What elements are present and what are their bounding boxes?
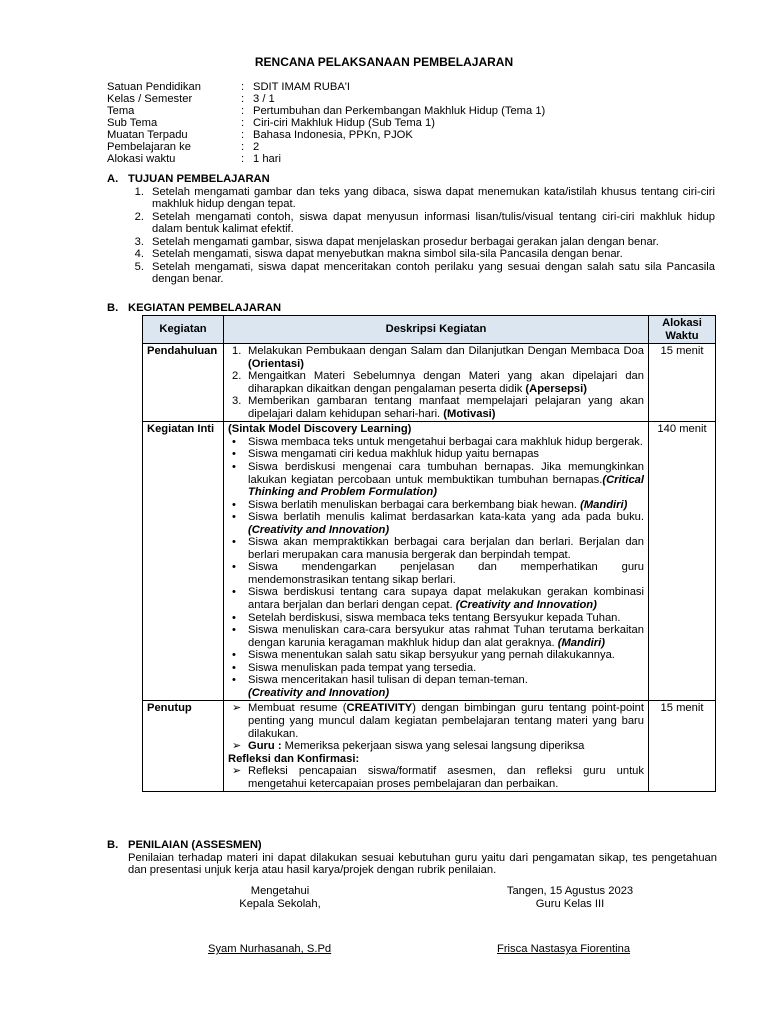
bullet-icon: • bbox=[232, 611, 236, 624]
info-row bbox=[107, 93, 545, 105]
sign-place-date: Tangen, 15 Agustus 2023 bbox=[506, 885, 634, 897]
item-body bbox=[248, 674, 644, 687]
item-text: Siswa berdiskusi mengenai cara tumbuhan bernapas. Jika memungkinkan lakukan kegiatan percobaan untuk membuktikan tumbuhan bernapas. bbox=[248, 461, 644, 486]
sign-role: Guru Kelas III bbox=[535, 897, 605, 910]
bullet-icon: • bbox=[232, 498, 236, 511]
table-header-row bbox=[143, 316, 716, 344]
activity-tag: (Critical Thinking and Problem Formulation) bbox=[248, 473, 644, 499]
section-letter: A. bbox=[107, 173, 119, 185]
bullet-icon: • bbox=[232, 536, 236, 549]
item-number: 2. bbox=[232, 370, 242, 383]
list-item bbox=[228, 448, 644, 461]
section-title: KEGIATAN PEMBELAJARAN bbox=[128, 302, 282, 314]
signature-left bbox=[200, 885, 360, 910]
kegiatan-name: Kegiatan Inti bbox=[143, 422, 224, 701]
model-title: (Sintak Model Discovery Learning) bbox=[228, 423, 412, 436]
bullet-icon: • bbox=[232, 674, 236, 687]
arrow-icon: ➢ bbox=[232, 740, 242, 753]
col-waktu-header: Alokasi Waktu bbox=[649, 316, 716, 344]
item-text: ) dengan bimbingan guru tentang point-point penting yang muncul dalam kegiatan pembelajaran tentang materi yang baru dilakukan. bbox=[248, 702, 644, 740]
teacher-name: Frisca Nastasya Fiorentina bbox=[497, 943, 631, 955]
bullet-icon: • bbox=[232, 586, 236, 599]
item-body bbox=[248, 436, 644, 449]
item-body bbox=[248, 499, 644, 512]
deskripsi-cell bbox=[224, 422, 649, 701]
list-item bbox=[228, 740, 644, 753]
list-item bbox=[107, 211, 715, 236]
info-row bbox=[107, 129, 545, 141]
item-body bbox=[248, 461, 644, 499]
item-number: 3. bbox=[232, 395, 242, 408]
list-item bbox=[228, 345, 644, 370]
list-item bbox=[228, 662, 644, 675]
info-colon: : bbox=[241, 117, 245, 129]
table-row-pendahuluan bbox=[143, 344, 716, 422]
info-label: Tema bbox=[107, 105, 135, 117]
list-item bbox=[228, 461, 644, 499]
list-item bbox=[107, 248, 715, 261]
alokasi-cell: 15 menit bbox=[649, 701, 716, 792]
item-text: Memberikan gambaran tentang manfaat mempelajari pelajaran yang akan dipelajari dalam kehidupan sehari-hari. bbox=[248, 395, 644, 420]
item-body bbox=[248, 536, 644, 561]
bullet-icon: • bbox=[232, 511, 236, 524]
item-number: 2. bbox=[134, 210, 144, 223]
item-text: Setelah mengamati, siswa dapat menyebutkan makna simbol sila-sila Pancasila dengan benar. bbox=[152, 248, 623, 261]
item-text: Membuat resume ( bbox=[248, 702, 347, 715]
item-body bbox=[248, 511, 644, 536]
alokasi-cell: 140 menit bbox=[649, 422, 716, 701]
list-item bbox=[228, 370, 644, 395]
list-item bbox=[228, 499, 644, 512]
section-heading bbox=[107, 173, 715, 186]
item-body bbox=[248, 448, 644, 461]
info-row bbox=[107, 153, 545, 165]
info-label: Kelas / Semester bbox=[107, 93, 193, 105]
bullet-icon: • bbox=[232, 448, 236, 461]
info-colon: : bbox=[241, 93, 245, 105]
sign-caption: Mengetahui bbox=[250, 885, 310, 897]
section-letter: B. bbox=[107, 302, 119, 314]
col-kegiatan-header: Kegiatan bbox=[143, 316, 224, 344]
arrow-icon: ➢ bbox=[232, 702, 242, 715]
bullet-icon: • bbox=[232, 661, 236, 674]
activity-tag: (Creativity and Innovation) bbox=[455, 599, 597, 612]
item-text: Melakukan Pembukaan dengan Salam dan Dilanjutkan Dengan Membaca Doa bbox=[248, 345, 644, 358]
activity-tag: (Motivasi) bbox=[443, 407, 496, 420]
item-number: 1. bbox=[232, 345, 242, 358]
list-item bbox=[228, 561, 644, 586]
activity-tag: (Creativity and Innovation) bbox=[248, 686, 390, 699]
item-body bbox=[248, 561, 644, 586]
info-label: Muatan Terpadu bbox=[107, 129, 188, 141]
list-item bbox=[107, 186, 715, 211]
item-body bbox=[248, 586, 644, 611]
list-item bbox=[228, 612, 644, 625]
info-label: Alokasi waktu bbox=[107, 153, 176, 165]
section-tujuan bbox=[107, 173, 715, 286]
item-emphasis: CREATIVITY bbox=[346, 702, 413, 715]
item-text: Siswa menceritakan hasil tulisan di depan teman-teman. bbox=[248, 674, 528, 687]
info-value: Pertumbuhan dan Perkembangan Makhluk Hidup (Tema 1) bbox=[253, 105, 546, 117]
section-heading bbox=[107, 839, 717, 852]
item-text: Refleksi pencapaian siswa/formatif asesmen, dan refleksi guru untuk mengetahui ketercapaian proses pembelajaran dan perbaikan. bbox=[248, 765, 644, 790]
bullet-icon: • bbox=[232, 649, 236, 662]
info-label: Pembelajaran ke bbox=[107, 141, 191, 153]
item-text: Setelah mengamati contoh, siswa dapat menyusun informasi lisan/tulis/visual tentang ciri-ciri makhluk hidup dalam bentuk kalimat efektif. bbox=[152, 210, 715, 236]
deskripsi-cell bbox=[224, 344, 649, 422]
list-item bbox=[228, 674, 644, 687]
item-text: Siswa mendengarkan penjelasan dan memperhatikan guru mendemonstrasikan tentang sikap berlari. bbox=[248, 561, 644, 586]
item-text: Mengaitkan Materi Sebelumnya dengan Materi yang akan dipelajari dan diharapkan dikaitkan dengan pengalaman peserta didik bbox=[248, 370, 644, 395]
list-item bbox=[228, 649, 644, 662]
refleksi-heading: Refleksi dan Konfirmasi: bbox=[228, 752, 360, 765]
item-text: Siswa menuliskan cara-cara bersyukur atas rahmat Tuhan terutama berkaitan dengan karunia keragaman makhluk hidup dan alat geraknya. bbox=[248, 624, 644, 649]
item-number: 3. bbox=[134, 235, 144, 248]
penilaian-text: Penilaian terhadap materi ini dapat dilakukan sesuai kebutuhan guru yaitu dari pengamatan sikap, tes pengetahuan dan presentasi unjuk kerja atau hasil karya/projek dengan rubrik penilaian. bbox=[128, 851, 717, 877]
info-value: 2 bbox=[253, 141, 260, 153]
item-emphasis: Guru : bbox=[248, 740, 285, 753]
kegiatan-name: Penutup bbox=[143, 701, 224, 792]
item-body bbox=[248, 395, 644, 420]
item-text: Memeriksa pekerjaan siswa yang selesai langsung diperiksa bbox=[284, 740, 585, 753]
list-item bbox=[228, 436, 644, 449]
list-item bbox=[228, 511, 644, 536]
col-deskripsi-header: Deskripsi Kegiatan bbox=[224, 316, 649, 344]
section-title: PENILAIAN (ASSESMEN) bbox=[128, 839, 262, 851]
item-body bbox=[248, 612, 644, 625]
item-body bbox=[248, 649, 644, 662]
item-text: Setelah berdiskusi, siswa membaca teks tentang Bersyukur kepada Tuhan. bbox=[248, 611, 621, 624]
item-number: 4. bbox=[134, 248, 144, 261]
activity-tag: (Orientasi) bbox=[248, 357, 304, 370]
section-title: TUJUAN PEMBELAJARAN bbox=[128, 173, 270, 185]
info-value: Ciri-ciri Makhluk Hidup (Sub Tema 1) bbox=[253, 117, 435, 129]
list-item bbox=[228, 586, 644, 611]
document-title: RENCANA PELAKSANAAN PEMBELAJARAN bbox=[254, 55, 514, 69]
section-penilaian bbox=[107, 839, 717, 877]
signature-right bbox=[480, 885, 660, 910]
item-text: Siswa menuliskan pada tempat yang tersedia. bbox=[248, 661, 477, 674]
info-colon: : bbox=[241, 105, 245, 117]
bullet-icon: • bbox=[232, 461, 236, 474]
item-text: Setelah mengamati gambar, siswa dapat menjelaskan prosedur berbagai gerakan jalan dengan benar. bbox=[152, 235, 659, 248]
identity-block bbox=[107, 81, 545, 165]
item-text: Siswa akan mempraktikkan berbagai cara berjalan dan berlari. Berjalan dan berlari merupakan cara manusia bergerak dan berpindah tempat. bbox=[248, 536, 644, 561]
list-item bbox=[228, 702, 644, 740]
info-row bbox=[107, 81, 545, 93]
alokasi-cell: 15 menit bbox=[649, 344, 716, 422]
table-row-penutup bbox=[143, 701, 716, 792]
info-value: 1 hari bbox=[253, 153, 281, 165]
bullet-icon: • bbox=[232, 435, 236, 448]
item-text: Siswa membaca teks untuk mengetahui berbagai cara makhluk hidup bergerak. bbox=[248, 435, 643, 448]
item-number: 5. bbox=[134, 260, 144, 273]
list-item bbox=[228, 395, 644, 420]
info-colon: : bbox=[241, 141, 245, 153]
bullet-icon: • bbox=[232, 624, 236, 637]
list-item bbox=[228, 536, 644, 561]
kegiatan-name: Pendahuluan bbox=[143, 344, 224, 422]
deskripsi-cell bbox=[224, 701, 649, 792]
activity-tag: (Apersepsi) bbox=[525, 382, 587, 395]
item-text: Siswa berlatih menulis kalimat berdasarkan kata-kata yang ada pada buku. bbox=[248, 511, 644, 524]
info-value: Bahasa Indonesia, PPKn, PJOK bbox=[253, 129, 413, 141]
item-number: 1. bbox=[134, 185, 144, 198]
activity-tag: (Mandiri) bbox=[557, 636, 605, 649]
item-body bbox=[248, 345, 644, 370]
activity-tag: (Mandiri) bbox=[580, 498, 628, 511]
item-body bbox=[248, 370, 644, 395]
info-colon: : bbox=[241, 81, 245, 93]
table-row-inti bbox=[143, 422, 716, 701]
item-text: Siswa berdiskusi tentang cara supaya dapat melakukan gerakan kombinasi antara berjalan dan berlari dengan cepat. bbox=[248, 586, 644, 612]
info-value: SDIT IMAM RUBA'I bbox=[253, 81, 351, 93]
info-row bbox=[107, 117, 545, 129]
sign-role: Kepala Sekolah, bbox=[239, 897, 321, 910]
section-letter: B. bbox=[107, 839, 119, 851]
item-text: Siswa berlatih menuliskan berbagai cara berkembang biak hewan. bbox=[248, 498, 581, 511]
info-colon: : bbox=[241, 129, 245, 141]
info-label: Satuan Pendidikan bbox=[107, 81, 201, 93]
headmaster-name: Syam Nurhasanah, S.Pd bbox=[208, 943, 332, 955]
info-colon: : bbox=[241, 153, 245, 165]
item-text: Siswa mengamati ciri kedua makhluk hidup yaitu bernapas bbox=[248, 448, 540, 461]
item-body bbox=[248, 662, 644, 675]
list-item bbox=[228, 624, 644, 649]
section-kegiatan-heading bbox=[107, 302, 281, 315]
info-row bbox=[107, 105, 545, 117]
list-item bbox=[107, 261, 715, 286]
list-item bbox=[228, 765, 644, 790]
info-value: 3 / 1 bbox=[253, 93, 275, 105]
info-label: Sub Tema bbox=[107, 117, 158, 129]
item-text: Setelah mengamati, siswa dapat menceritakan contoh perilaku yang sesuai dengan salah satu sila Pancasila dengan benar. bbox=[152, 260, 715, 286]
bullet-icon: • bbox=[232, 561, 236, 574]
arrow-icon: ➢ bbox=[232, 765, 242, 778]
list-item bbox=[107, 236, 715, 249]
kegiatan-table bbox=[142, 315, 716, 792]
item-body bbox=[248, 624, 644, 649]
item-text: Setelah mengamati gambar dan teks yang dibaca, siswa dapat menemukan kata/istilah khusus tentang ciri-ciri makhluk hidup dengan tepat. bbox=[152, 185, 715, 211]
info-row bbox=[107, 141, 545, 153]
activity-tag: (Creativity and Innovation) bbox=[248, 523, 390, 536]
tujuan-list bbox=[107, 186, 715, 286]
item-text: Siswa menentukan salah satu sikap bersyukur yang pernah dilakukannya. bbox=[248, 649, 615, 662]
